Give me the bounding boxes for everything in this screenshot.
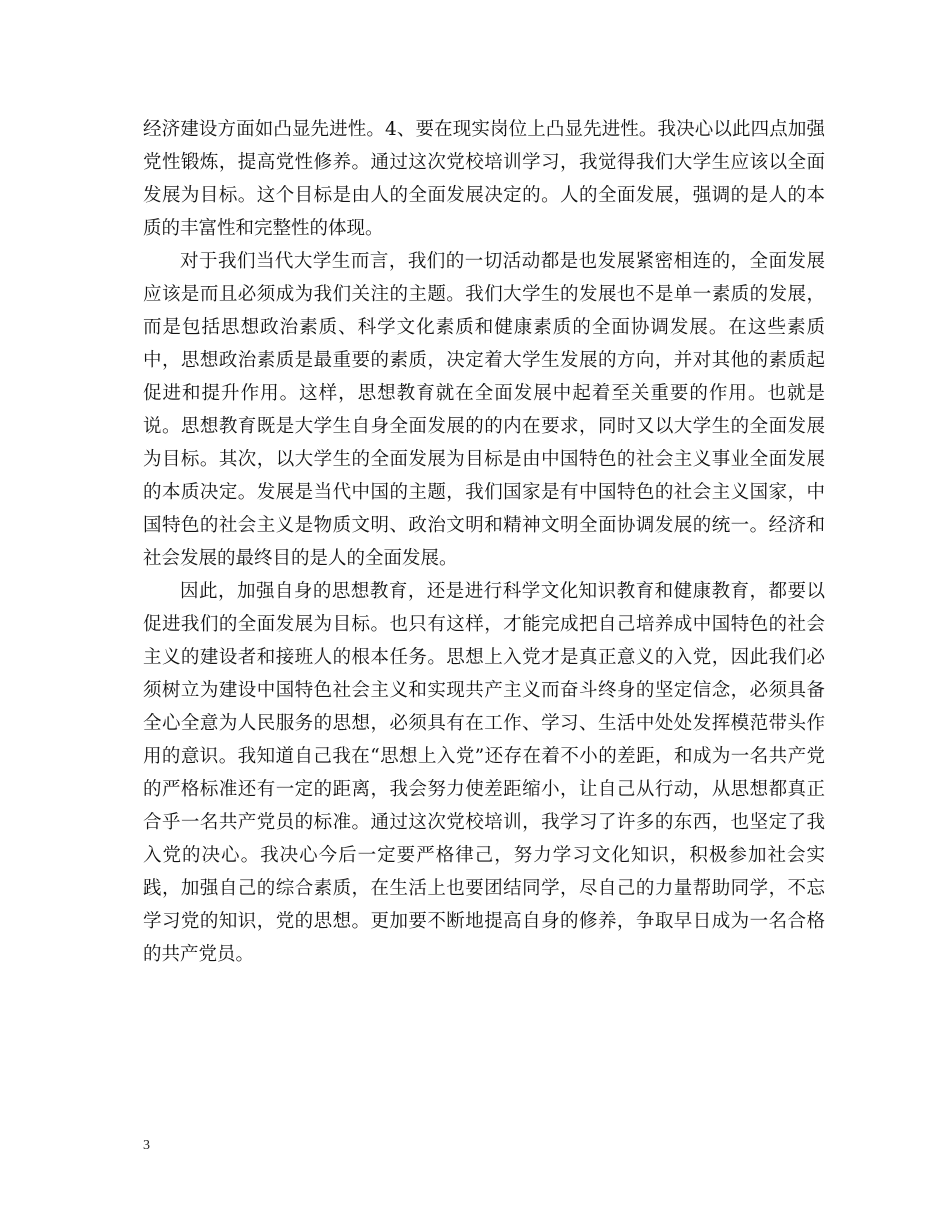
paragraph-ideological-commitment: 因此，加强自身的思想教育，还是进行科学文化知识教育和健康教育，都要以促进我们的全面发展为目标。也只有这样，才能完成把自己培养成中国特色的社会主义的建设者和接班人的根本任务。思想上入党才是真正意义的入党，因此我们必须树立为建设中国特色社会主义和实现共产主义而奋斗终身的坚定信念，必须具备全心全意为人民服务的思想，必须具有在工作、学习、生活中处处发挥模范带头作用的意识。我知道自己我在“思想上入党”还存在着不小的差距，和成为一名共产党的严格标准还有一定的距离，我会努力使差距缩小，让自己从行动，从思想都真正合乎一名共产党员的标准。通过这次党校培训，我学习了许多的东西，也坚定了我入党的决心。我决心今后一定要严格律己，努力学习文化知识，积极参加社会实践，加强自己的综合素质，在生活上也要团结同学，尽自己的力量帮助同学，不忘学习党的知识，党的思想。更加要不断地提高自身的修养，争取早日成为一名合格的共产党员。 [143, 581, 825, 965]
paragraph-comprehensive-development: 对于我们当代大学生而言，我们的一切活动都是也发展紧密相连的，全面发展应该是而且必须成为我们关注的主题。我们大学生的发展也不是单一素质的发展，而是包括思想政治素质、科学文化素质和健康素质的全面协调发展。在这些素质中，思想政治素质是最重要的素质，决定着大学生发展的方向，并对其他的素质起促进和提升作用。这样，思想教育就在全面发展中起着至关重要的作用。也就是说。思想教育既是大学生自身全面发展的的内在要求，同时又以大学生的全面发展为目标。其次，以大学生的全面发展为目标是由中国特色的社会主义事业全面发展的本质决定。发展是当代中国的主题，我们国家是有中国特色的社会主义国家，中国特色的社会主义是物质文明、政治文明和精神文明全面协调发展的统一。经济和社会发展的最终目的是人的全面发展。 [143, 251, 825, 569]
document-body [143, 113, 825, 971]
page-number: 3 [143, 1138, 150, 1153]
paragraph-continuation: 经济建设方面如凸显先进性。4、要在现实岗位上凸显先进性。我决心以此四点加强党性锻炼，提高党性修养。通过这次党校培训学习，我觉得我们大学生应该以全面发展为目标。这个目标是由人的全面发展决定的。人的全面发展，强调的是人的本质的丰富性和完整性的体现。 [143, 119, 825, 239]
